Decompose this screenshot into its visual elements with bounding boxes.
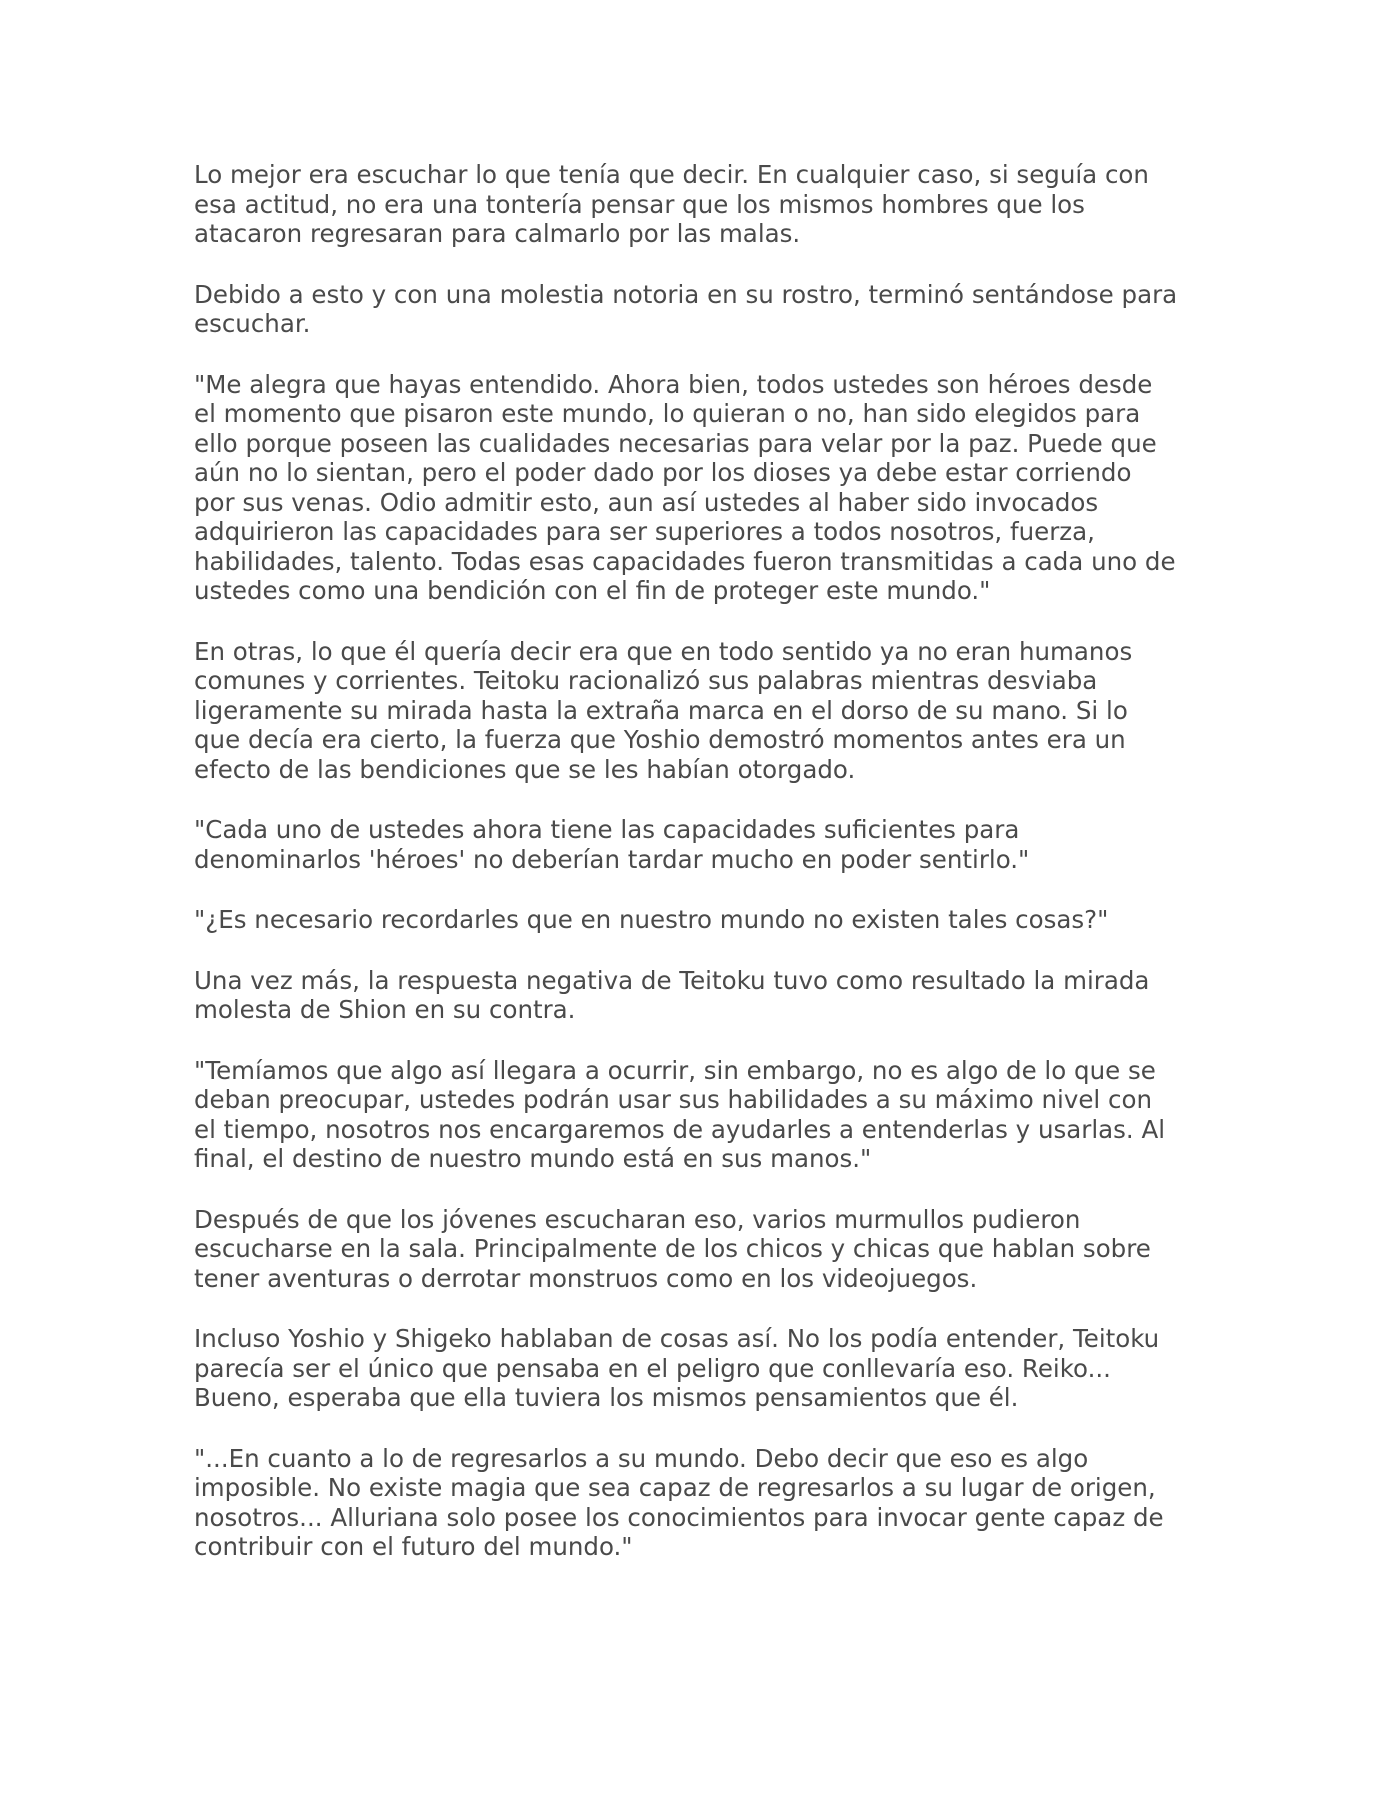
paragraph: Una vez más, la respuesta negativa de Teitoku tuvo como resultado la mirada molesta de Shion en su contra. bbox=[194, 965, 1150, 1024]
paragraph: Después de que los jóvenes escucharan eso, varios murmullos pudieron escucharse en la sala. Principalmente de los chicos y chicas que hablan sobre tener aventuras o derrotar monstruos como en los videojuegos. bbox=[194, 1204, 1151, 1293]
paragraph: "¿Es necesario recordarles que en nuestro mundo no existen tales cosas?" bbox=[194, 905, 1109, 934]
paragraph: En otras, lo que él quería decir era que en todo sentido ya no eran humanos comunes y corrientes. Teitoku racionalizó sus palabras mientras desviaba ligeramente su mirada hasta la extraña marca en el dorso de su mano. Si lo que decía era cierto, la fuerza que Yoshio demostró momentos antes era un efecto de las bendiciones que se les habían otorgado. bbox=[194, 636, 1133, 784]
paragraph: "Cada uno de ustedes ahora tiene las capacidades suficientes para denominarlos 'héroes' no deberían tardar mucho en poder sentirlo." bbox=[194, 815, 1030, 874]
paragraph: "Me alegra que hayas entendido. Ahora bien, todos ustedes son héroes desde el momento que pisaron este mundo, lo quieran o no, han sido elegidos para ello porque poseen las cualidades necesarias para velar por la paz. Puede que aún no lo sientan, pero el poder dado por los dioses ya debe estar corriendo por sus venas. Odio admitir esto, aun así ustedes al haber sido invocados adquirieron las capacidades para ser superiores a todos nosotros, fuerza, habilidades, talento. Todas esas capacidades fueron transmitidas a cada uno de ustedes como una bendición con el fin de proteger este mundo." bbox=[194, 369, 1176, 605]
paragraph: Debido a esto y con una molestia notoria en su rostro, terminó sentándose para escuchar. bbox=[194, 279, 1178, 338]
paragraph: Incluso Yoshio y Shigeko hablaban de cosas así. No los podía entender, Teitoku parecía ser el único que pensaba en el peligro que conllevaría eso. Reiko... Bueno, esperaba que ella tuviera los mismos pensamientos que él. bbox=[194, 1324, 1160, 1412]
document-body bbox=[194, 160, 1224, 1593]
paragraph: "...En cuanto a lo de regresarlos a su mundo. Debo decir que eso es algo imposible. No existe magia que sea capaz de regresarlos a su lugar de origen, nosotros... Alluriana solo posee los conocimientos para invocar gente capaz de contribuir con el futuro del mundo." bbox=[194, 1443, 1164, 1561]
paragraph: Lo mejor era escuchar lo que tenía que decir. En cualquier caso, si seguía con esa actitud, no era una tontería pensar que los mismos hombres que los atacaron regresaran para calmarlo por las malas. bbox=[194, 160, 1149, 248]
paragraph: "Temíamos que algo así llegara a ocurrir, sin embargo, no es algo de lo que se deban preocupar, ustedes podrán usar sus habilidades a su máximo nivel con el tiempo, nosotros nos encargaremos de ayudarles a entenderlas y usarlas. Al final, el destino de nuestro mundo está en sus manos." bbox=[194, 1055, 1166, 1173]
